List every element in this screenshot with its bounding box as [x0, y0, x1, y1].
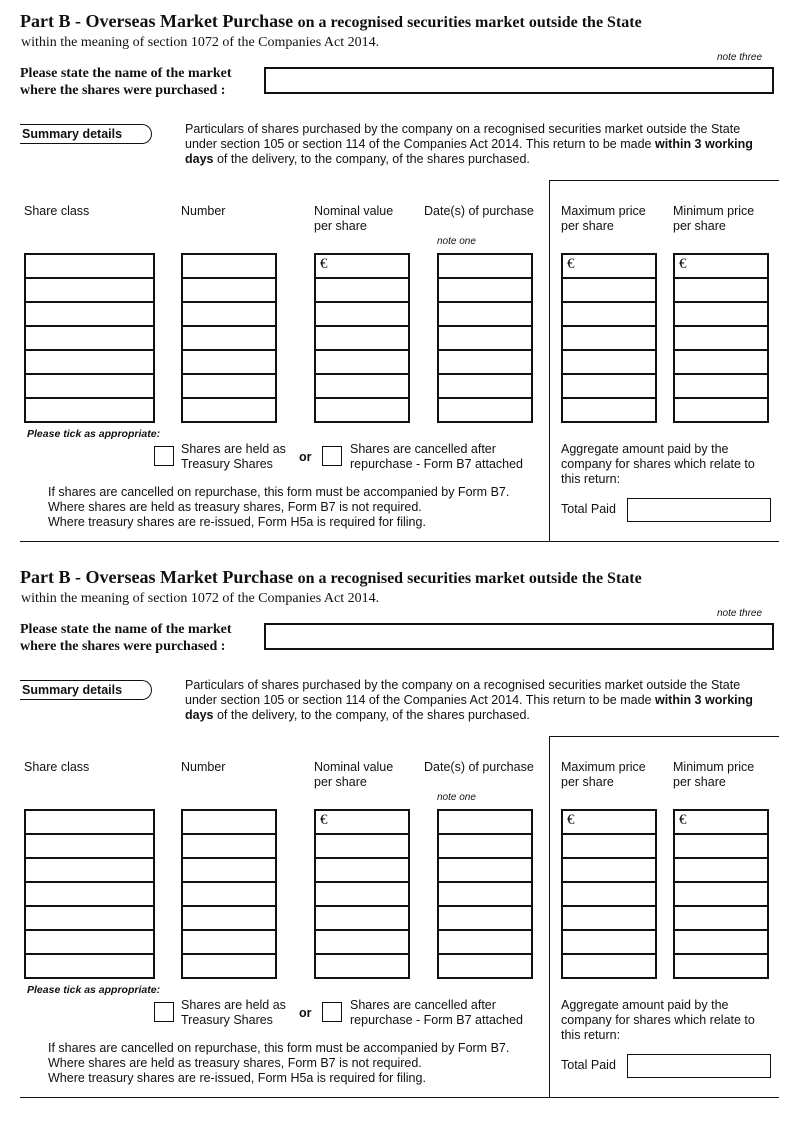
share-class-input[interactable]	[24, 301, 155, 327]
max-price-input[interactable]	[561, 929, 657, 955]
number-input[interactable]	[181, 929, 277, 955]
section-bottom-rule	[20, 1097, 779, 1098]
col-dates-of-purchase: Date(s) of purchase	[424, 760, 534, 774]
max-price-input[interactable]	[561, 301, 657, 327]
date-of-purchase-input[interactable]	[437, 325, 533, 351]
section-subtitle: within the meaning of section 1072 of the Companies Act 2014.	[21, 591, 380, 606]
min-price-input[interactable]	[673, 349, 769, 375]
treasury-line1: Shares are held as	[181, 442, 286, 456]
nominal-value-input[interactable]	[314, 397, 410, 423]
col-nominal-value-2: per share	[314, 219, 367, 233]
particulars-bold-1: within 3 working	[654, 693, 753, 707]
col-nominal-value-2: per share	[314, 775, 367, 789]
number-input[interactable]	[181, 857, 277, 883]
info-line1: If shares are cancelled on repurchase, this form must be accompanied by Form B7.	[48, 485, 510, 499]
euro-symbol: €	[567, 256, 575, 272]
number-input[interactable]	[181, 905, 277, 931]
euro-symbol: €	[679, 812, 687, 828]
market-name-label	[20, 621, 260, 655]
min-price-input[interactable]	[673, 301, 769, 327]
nominal-value-input[interactable]	[314, 253, 410, 279]
min-price-input[interactable]	[673, 809, 769, 835]
note-one: note one	[437, 792, 476, 803]
date-of-purchase-input[interactable]	[437, 253, 533, 279]
nominal-value-input[interactable]	[314, 929, 410, 955]
treasury-shares-label	[181, 998, 286, 1028]
date-of-purchase-input[interactable]	[437, 397, 533, 423]
number-input[interactable]	[181, 349, 277, 375]
col-dates-of-purchase: Date(s) of purchase	[424, 204, 534, 218]
section-title	[20, 11, 642, 32]
particulars-bold-1: within 3 working	[654, 137, 753, 151]
market-name-input[interactable]	[264, 623, 774, 650]
min-price-input[interactable]	[673, 373, 769, 399]
section-title	[20, 567, 642, 588]
cancelled-line1: Shares are cancelled after	[350, 442, 496, 456]
or-label: or	[299, 1006, 312, 1020]
max-price-input[interactable]	[561, 881, 657, 907]
min-price-input[interactable]	[673, 325, 769, 351]
particulars-bold-2: days	[185, 708, 214, 722]
particulars-line3	[185, 708, 777, 723]
cancelled-line2: repurchase - Form B7 attached	[350, 457, 523, 471]
max-price-input[interactable]	[561, 809, 657, 835]
nominal-value-input[interactable]	[314, 349, 410, 375]
tick-instruction: Please tick as appropriate:	[27, 428, 161, 440]
info-line3: Where treasury shares are re-issued, Form H5a is required for filing.	[48, 515, 426, 529]
aggregate-text	[561, 998, 771, 1043]
nominal-value-input[interactable]	[314, 953, 410, 979]
date-of-purchase-input[interactable]	[437, 881, 533, 907]
market-label-line2: where the shares were purchased :	[20, 639, 226, 654]
number-input[interactable]	[181, 253, 277, 279]
max-price-input[interactable]	[561, 277, 657, 303]
total-paid-input[interactable]	[627, 498, 771, 522]
max-price-input[interactable]	[561, 253, 657, 279]
number-input[interactable]	[181, 881, 277, 907]
treasury-line2: Treasury Shares	[181, 1013, 273, 1027]
col-min-price-2: per share	[673, 219, 726, 233]
part-b-section	[0, 556, 800, 1112]
max-price-input[interactable]	[561, 397, 657, 423]
treasury-line2: Treasury Shares	[181, 457, 273, 471]
total-paid-label: Total Paid	[561, 1058, 616, 1072]
title-main: - Overseas Market Purchase	[74, 567, 294, 587]
treasury-line1: Shares are held as	[181, 998, 286, 1012]
aggregate-line1: Aggregate amount paid by the	[561, 998, 729, 1012]
summary-details-tab: Summary details	[20, 680, 152, 700]
max-price-input[interactable]	[561, 325, 657, 351]
info-line3: Where treasury shares are re-issued, Form H5a is required for filing.	[48, 1071, 426, 1085]
date-of-purchase-input[interactable]	[437, 929, 533, 955]
info-line2: Where shares are held as treasury shares, Form B7 is not required.	[48, 1056, 422, 1070]
col-max-price-2: per share	[561, 775, 614, 789]
min-price-input[interactable]	[673, 857, 769, 883]
cancelled-shares-label	[350, 442, 523, 472]
info-line2: Where shares are held as treasury shares, Form B7 is not required.	[48, 500, 422, 514]
share-class-input[interactable]	[24, 857, 155, 883]
particulars-line2-prefix: under section 105 or section 114 of the Companies Act 2014. This return to be made	[185, 693, 652, 707]
share-class-input[interactable]	[24, 833, 155, 859]
col-min-price-1: Minimum price	[673, 204, 755, 218]
max-price-input[interactable]	[561, 953, 657, 979]
section-bottom-rule	[20, 541, 779, 542]
summary-details-tab: Summary details	[20, 124, 152, 144]
price-area-divider	[549, 180, 550, 542]
particulars-line3-suffix: of the delivery, to the company, of the shares purchased.	[216, 708, 530, 722]
nominal-value-input[interactable]	[314, 301, 410, 327]
price-area-top-rule	[549, 736, 779, 737]
col-nominal-value	[314, 760, 393, 790]
particulars-line3-suffix: of the delivery, to the company, of the shares purchased.	[216, 152, 530, 166]
share-class-input[interactable]	[24, 397, 155, 423]
cancelled-line1: Shares are cancelled after	[350, 998, 496, 1012]
cancelled-shares-label	[350, 998, 523, 1028]
date-of-purchase-input[interactable]	[437, 809, 533, 835]
price-area-divider	[549, 736, 550, 1098]
euro-symbol: €	[679, 256, 687, 272]
nominal-value-input[interactable]	[314, 373, 410, 399]
max-price-input[interactable]	[561, 857, 657, 883]
treasury-shares-checkbox[interactable]	[154, 1002, 174, 1022]
min-price-input[interactable]	[673, 881, 769, 907]
market-name-label	[20, 65, 260, 99]
nominal-value-input[interactable]	[314, 325, 410, 351]
col-max-price	[561, 204, 646, 234]
max-price-input[interactable]	[561, 833, 657, 859]
euro-symbol: €	[320, 812, 328, 828]
date-of-purchase-input[interactable]	[437, 349, 533, 375]
share-class-input[interactable]	[24, 325, 155, 351]
nominal-value-input[interactable]	[314, 905, 410, 931]
share-class-input[interactable]	[24, 953, 155, 979]
treasury-shares-label	[181, 442, 286, 472]
col-min-price	[673, 204, 754, 234]
date-of-purchase-input[interactable]	[437, 953, 533, 979]
date-of-purchase-input[interactable]	[437, 905, 533, 931]
cancelled-shares-checkbox[interactable]	[322, 446, 342, 466]
total-paid-label: Total Paid	[561, 502, 616, 516]
number-input[interactable]	[181, 373, 277, 399]
share-class-input[interactable]	[24, 277, 155, 303]
particulars-line1: Particulars of shares purchased by the company on a recognised securities market outside the State	[185, 122, 741, 136]
title-part: Part B	[20, 11, 71, 31]
title-rest: on a recognised securities market outside the State	[297, 14, 642, 31]
or-label: or	[299, 450, 312, 464]
section-subtitle: within the meaning of section 1072 of the Companies Act 2014.	[21, 35, 380, 50]
market-label-line1: Please state the name of the market	[20, 622, 232, 637]
col-number: Number	[181, 760, 226, 774]
title-part: Part B	[20, 567, 71, 587]
date-of-purchase-input[interactable]	[437, 857, 533, 883]
particulars-line2-prefix: under section 105 or section 114 of the Companies Act 2014. This return to be made	[185, 137, 652, 151]
title-rest: on a recognised securities market outside the State	[297, 570, 642, 587]
date-of-purchase-input[interactable]	[437, 833, 533, 859]
share-class-input[interactable]	[24, 373, 155, 399]
min-price-input[interactable]	[673, 905, 769, 931]
aggregate-text	[561, 442, 771, 487]
share-class-input[interactable]	[24, 349, 155, 375]
col-nominal-value-1: Nominal value	[314, 760, 394, 774]
col-nominal-value	[314, 204, 393, 234]
col-min-price	[673, 760, 754, 790]
form-info-text	[48, 485, 509, 530]
min-price-input[interactable]	[673, 397, 769, 423]
market-label-line2: where the shares were purchased :	[20, 83, 226, 98]
cancelled-shares-checkbox[interactable]	[322, 1002, 342, 1022]
col-min-price-2: per share	[673, 775, 726, 789]
particulars-text	[185, 122, 777, 167]
note-three: note three	[717, 52, 763, 63]
number-input[interactable]	[181, 301, 277, 327]
number-input[interactable]	[181, 325, 277, 351]
number-input[interactable]	[181, 953, 277, 979]
aggregate-line3: this return:	[561, 472, 621, 486]
number-input[interactable]	[181, 277, 277, 303]
aggregate-line2: company for shares which relate to	[561, 457, 755, 471]
particulars-line3	[185, 152, 777, 167]
date-of-purchase-input[interactable]	[437, 373, 533, 399]
cancelled-line2: repurchase - Form B7 attached	[350, 1013, 523, 1027]
euro-symbol: €	[567, 812, 575, 828]
price-area-top-rule	[549, 180, 779, 181]
col-max-price	[561, 760, 646, 790]
treasury-shares-checkbox[interactable]	[154, 446, 174, 466]
min-price-input[interactable]	[673, 253, 769, 279]
tick-instruction: Please tick as appropriate:	[27, 984, 161, 996]
col-nominal-value-1: Nominal value	[314, 204, 394, 218]
nominal-value-input[interactable]	[314, 881, 410, 907]
particulars-text	[185, 678, 777, 723]
particulars-line2	[185, 137, 777, 152]
aggregate-line3: this return:	[561, 1028, 621, 1042]
col-min-price-1: Minimum price	[673, 760, 755, 774]
min-price-input[interactable]	[673, 953, 769, 979]
col-share-class: Share class	[24, 760, 90, 774]
min-price-input[interactable]	[673, 277, 769, 303]
col-max-price-1: Maximum price	[561, 760, 646, 774]
col-max-price-2: per share	[561, 219, 614, 233]
nominal-value-input[interactable]	[314, 833, 410, 859]
note-three: note three	[717, 608, 763, 619]
euro-symbol: €	[320, 256, 328, 272]
share-class-input[interactable]	[24, 253, 155, 279]
part-b-section	[0, 0, 800, 556]
aggregate-line1: Aggregate amount paid by the	[561, 442, 729, 456]
nominal-value-input[interactable]	[314, 809, 410, 835]
max-price-input[interactable]	[561, 373, 657, 399]
share-class-input[interactable]	[24, 809, 155, 835]
min-price-input[interactable]	[673, 833, 769, 859]
aggregate-line2: company for shares which relate to	[561, 1013, 755, 1027]
number-input[interactable]	[181, 833, 277, 859]
share-class-input[interactable]	[24, 905, 155, 931]
particulars-bold-2: days	[185, 152, 214, 166]
number-input[interactable]	[181, 397, 277, 423]
date-of-purchase-input[interactable]	[437, 277, 533, 303]
particulars-line1: Particulars of shares purchased by the company on a recognised securities market outside the State	[185, 678, 741, 692]
nominal-value-input[interactable]	[314, 277, 410, 303]
form-info-text	[48, 1041, 509, 1086]
col-max-price-1: Maximum price	[561, 204, 646, 218]
market-label-line1: Please state the name of the market	[20, 66, 232, 81]
note-one: note one	[437, 236, 476, 247]
number-input[interactable]	[181, 809, 277, 835]
title-main: - Overseas Market Purchase	[74, 11, 294, 31]
market-name-input[interactable]	[264, 67, 774, 94]
col-number: Number	[181, 204, 226, 218]
total-paid-input[interactable]	[627, 1054, 771, 1078]
info-line1: If shares are cancelled on repurchase, this form must be accompanied by Form B7.	[48, 1041, 510, 1055]
col-share-class: Share class	[24, 204, 90, 218]
min-price-input[interactable]	[673, 929, 769, 955]
max-price-input[interactable]	[561, 349, 657, 375]
share-class-input[interactable]	[24, 881, 155, 907]
date-of-purchase-input[interactable]	[437, 301, 533, 327]
particulars-line2	[185, 693, 777, 708]
share-class-input[interactable]	[24, 929, 155, 955]
max-price-input[interactable]	[561, 905, 657, 931]
nominal-value-input[interactable]	[314, 857, 410, 883]
